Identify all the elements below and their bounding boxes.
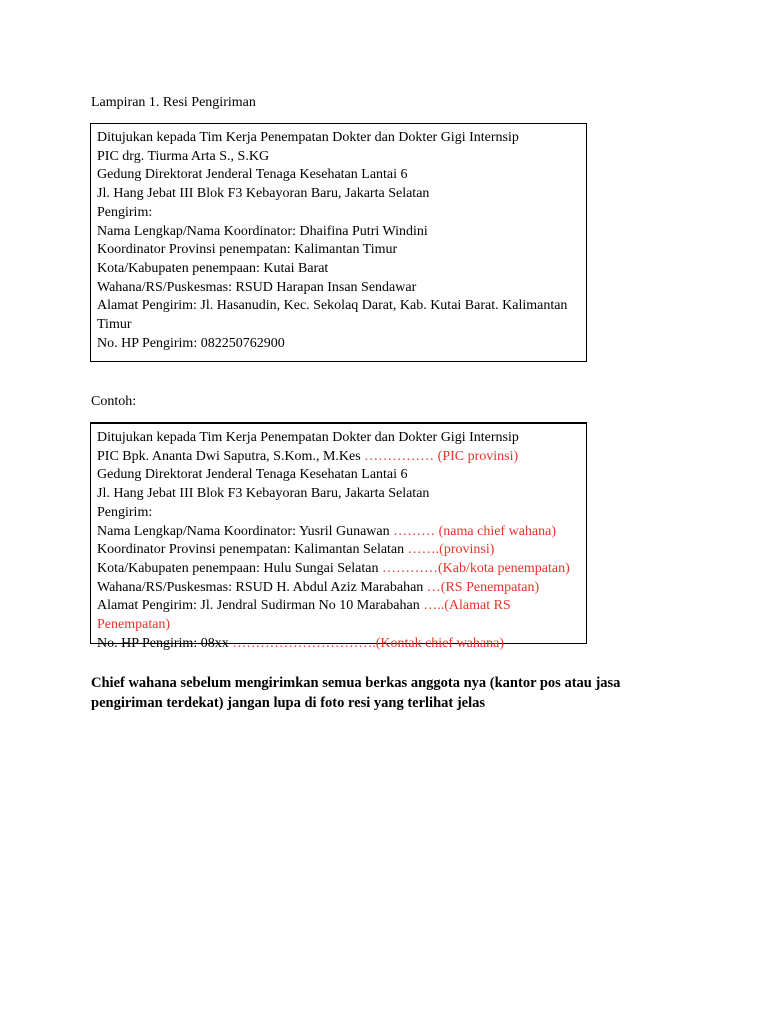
box1-line-hospital: Wahana/RS/Puskesmas: RSUD Harapan Insan Sendawar: [97, 279, 417, 295]
box2-line-province: [97, 541, 580, 560]
box2-phone-hint: ………………………….(Kontak chief wahana): [232, 635, 504, 651]
box1-line-phone: No. HP Pengirim: 082250762900: [97, 335, 285, 351]
box2-line-building: Gedung Direktorat Jenderal Tenaga Kesehatan Lantai 6: [97, 467, 408, 483]
box2-line-pic: [97, 448, 580, 467]
box2-province-text: Koordinator Provinsi penempatan: Kalimantan Selatan: [97, 542, 408, 558]
example-label: Contoh:: [91, 394, 137, 409]
box2-coordinator-text: Nama Lengkap/Nama Koordinator: Yusril Gunawan: [97, 523, 394, 539]
document-heading: Lampiran 1. Resi Pengiriman: [91, 95, 256, 110]
box1-line-building: Gedung Direktorat Jenderal Tenaga Kesehatan Lantai 6: [97, 167, 408, 183]
box2-line-regency: [97, 560, 580, 579]
box2-pic-hint: …………… (PIC provinsi): [364, 448, 519, 464]
box2-address-hint: …..(Alamat RS Penempatan): [97, 598, 511, 633]
box1-line-coordinator-name: Nama Lengkap/Nama Koordinator: Dhaifina Putri Windini: [97, 223, 428, 239]
box2-line-coordinator-name: [97, 523, 580, 542]
box2-hospital-text: Wahana/RS/Puskesmas: RSUD H. Abdul Aziz Marabahan: [97, 579, 427, 595]
box2-pic-text: PIC Bpk. Ananta Dwi Saputra, S.Kom., M.Kes: [97, 448, 365, 464]
chief-instruction-note: Chief wahana sebelum mengirimkan semua berkas anggota nya (kantor pos atau jasa pengiriman terdekat) jangan lupa di foto resi yang terlihat jelas: [91, 675, 621, 711]
box1-line-regency: Kota/Kabupaten penempaan: Kutai Barat: [97, 260, 329, 276]
shipping-label-box: [90, 123, 587, 362]
box2-line-hospital: [97, 579, 580, 598]
box1-line-province: Koordinator Provinsi penempatan: Kalimantan Timur: [97, 242, 398, 258]
box1-line-street: Jl. Hang Jebat III Blok F3 Kebayoran Baru, Jakarta Selatan: [97, 186, 430, 202]
box2-coordinator-hint: ……… (nama chief wahana): [393, 523, 556, 539]
box1-line-sender-label: Pengirim:: [97, 204, 153, 220]
box1-line-pic: PIC drg. Tiurma Arta S., S.KG: [97, 148, 270, 164]
box2-line-sender-address: [97, 597, 580, 634]
box2-line-sender-label: Pengirim:: [97, 504, 153, 520]
box2-regency-hint: …………(Kab/kota penempatan): [381, 560, 570, 576]
box2-line-phone: [97, 635, 580, 654]
box2-phone-text: No. HP Pengirim: 08xx: [97, 635, 233, 651]
box2-line-recipient: Ditujukan kepada Tim Kerja Penempatan Dokter dan Dokter Gigi Internsip: [97, 430, 519, 445]
box2-line-street: Jl. Hang Jebat III Blok F3 Kebayoran Baru, Jakarta Selatan: [97, 486, 430, 502]
box2-province-hint: …….(provinsi): [407, 542, 495, 558]
box2-regency-text: Kota/Kabupaten penempaan: Hulu Sungai Selatan: [97, 560, 382, 576]
box2-address-text: Alamat Pengirim: Jl. Jendral Sudirman No 10 Marabahan: [97, 598, 424, 614]
example-shipping-label-box: [90, 422, 587, 651]
box2-hospital-hint: …(RS Penempatan): [426, 579, 540, 595]
box1-line-sender-address: Alamat Pengirim: Jl. Hasanudin, Kec. Sekolaq Darat, Kab. Kutai Barat. Kalimantan Timur: [97, 298, 568, 333]
box1-line-recipient: Ditujukan kepada Tim Kerja Penempatan Dokter dan Dokter Gigi Internsip: [97, 130, 519, 145]
